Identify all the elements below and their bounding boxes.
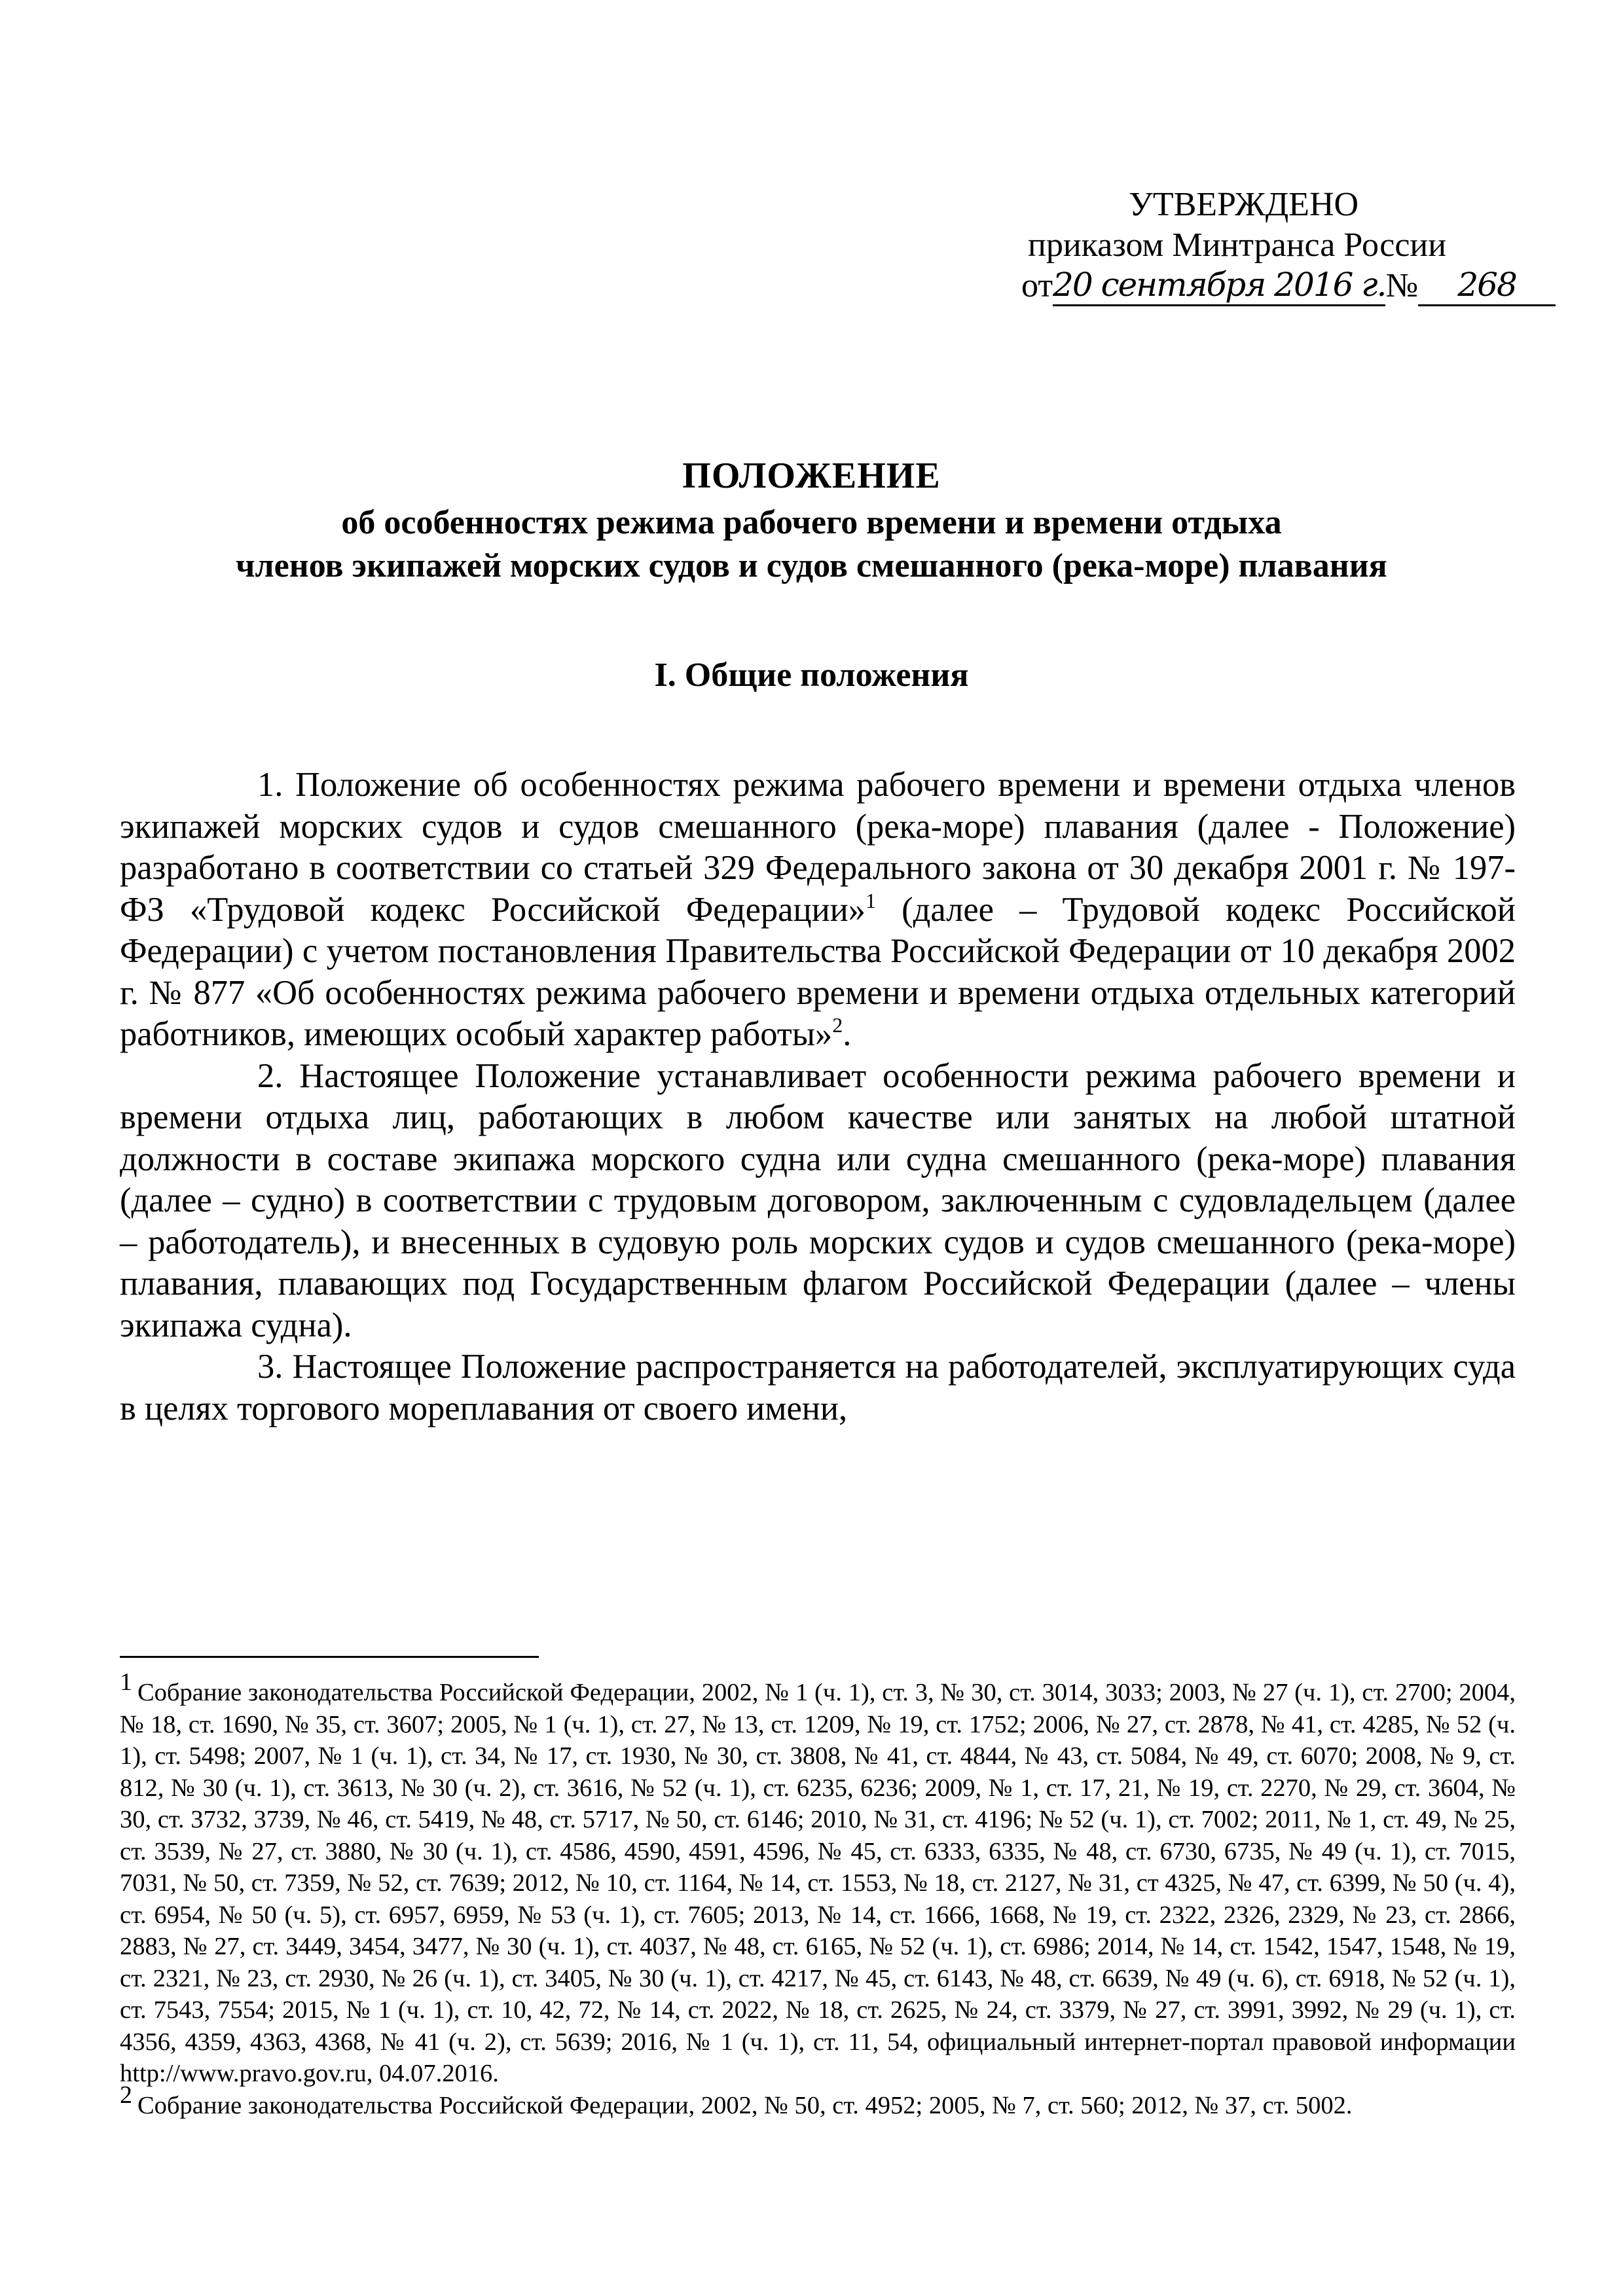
document-body (120, 764, 1516, 1429)
date-prefix: от (1021, 267, 1053, 304)
footnote-ref-1: 1 (866, 888, 877, 912)
document-subtitle-line-1: об особенностях режима рабочего времени и времени отдыха (341, 504, 1282, 541)
handwritten-date-field (1053, 266, 1385, 306)
footnote-2-text: Собрание законодательства Российской Федерации, 2002, № 50, ст. 4952; 2005, № 7, ст. 560; 2012, № 37, ст. 5002. (137, 2091, 1353, 2119)
document-subtitle-line-2: членов экипажей морских судов и судов смешанного (река-море) плавания (236, 547, 1387, 584)
handwritten-number-field (1418, 266, 1556, 306)
approval-date-line (1021, 266, 1519, 313)
approval-order-line: приказом Минтранса России (1028, 226, 1447, 264)
footnote-ref-2: 2 (832, 1013, 843, 1037)
approval-title: УТВЕРЖДЕНО (1129, 186, 1359, 223)
document-title-block (0, 450, 1623, 588)
footnotes (120, 1668, 1516, 2121)
document-title: ПОЛОЖЕНИЕ (682, 456, 941, 496)
paragraph-1-text-cont: (далее – Трудовой кодекс Российской Федерации) с учетом постановления Правительства Российской Федерации от 10 декабря 2002 г. № 877 «Об особенностях режима рабочего времени и времени отдыха отдельных категорий работников, имеющих особый характер работы» (120, 890, 1516, 1053)
footnote-2 (120, 2081, 1516, 2122)
footnote-separator (120, 1656, 539, 1658)
footnote-1-text: Собрание законодательства Российской Федерации, 2002, № 1 (ч. 1), ст. 3, № 30, ст. 3014, 3033; 2003, № 27 (ч. 1), ст. 2700; 2004, № 18, ст. 1690, № 35, ст. 3607; 2005, № 1 (ч. 1), ст. 27, № 13, ст. 1209, № 19, ст. 1752; 2006, № 27, ст. 2878, № 41, ст. 4285, № 52 (ч. 1), ст. 5498; 2007, № 1 (ч. 1), ст. 34, № 17, ст. 1930, № 30, ст. 3808, № 41, ст. 4844, № 43, ст. 5084, № 49, ст. 6070; 2008, № 9, ст. 812, № 30 (ч. 1), ст. 3613, № 30 (ч. 2), ст. 3616, № 52 (ч. 1), ст. 6235, 6236; 2009, № 1, ст. 17, 21, № 19, ст. 2270, № 29, ст. 3604, № 30, ст. 3732, 3739, № 46, ст. 5419, № 48, ст. 5717, № 50, ст. 6146; 2010, № 31, ст. 4196; № 52 (ч. 1), ст. 7002; 2011, № 1, ст. 49, № 25, ст. 3539, № 27, ст. 3880, № 30 (ч. 1), ст. 4586, 4590, 4591, 4596, № 45, ст. 6333, 6335, № 48, ст. 6730, 6735, № 49 (ч. 1), ст. 7015, 7031, № 50, ст. 7359, № 52, ст. 7639; 2012, № 10, ст. 1164, № 14, ст. 1553, № 18, ст. 2127, № 31, ст 4325, № 47, ст. 6399, № 50 (ч. 4), ст. 6954, № 50 (ч. 5), ст. 6957, 6959, № 53 (ч. 1), ст. 7605; 2013, № 14, ст. 1666, 1668, № 19, ст. 2322, 2326, 2329, № 23, ст. 2866, 2883, № 27, ст. 3449, 3454, 3477, № 30 (ч. 1), ст. 4037, № 48, ст. 6165, № 52 (ч. 1), ст. 6986; 2014, № 14, ст. 1542, 1547, 1548, № 19, ст. 2321, № 23, ст. 2930, № 26 (ч. 1), ст. 3405, № 30 (ч. 1), ст. 4217, № 45, ст. 6143, № 48, ст. 6639, № 49 (ч. 6), ст. 6918, № 52 (ч. 1), ст. 7543, 7554; 2015, № 1 (ч. 1), ст. 10, 42, 72, № 14, ст. 2022, № 18, ст. 2625, № 24, ст. 3379, № 27, ст. 3991, 3992, № 29 (ч. 1), ст. 4356, 4359, 4363, 4368, № 41 (ч. 2), ст. 5639; 2016, № 1 (ч. 1), ст. 11, 54, официальный интернет-портал правовой информации http://www.pravo.gov.ru, 04.07.2016. (120, 1679, 1516, 2087)
paragraph-1-end: . (843, 1015, 852, 1053)
paragraph-1-text: 1. Положение об особенностях режима рабочего времени и времени отдыха членов экипажей морских судов и судов смешанного (река-море) плавания (далее - Положение) разработано в соответствии со статьей 329 Федерального закона от 30 декабря 2001 г. № 197-ФЗ «Трудовой кодекс Российской Федерации» (120, 766, 1516, 929)
paragraph-2: 2. Настоящее Положение устанавливает особенности режима рабочего времени и времени отдыха лиц, работающих в любом качестве или занятых на любой штатной должности в составе экипажа морского судна или судна смешанного (река-море) плавания (далее – судно) в соответствии с трудовым договором, заключенным с судовладельцем (далее – работодатель), и внесенных в судовую роль морских судов и судов смешанного (река-море) плавания, плавающих под Государственным флагом Российской Федерации (далее – члены экипажа судна). (120, 1056, 1516, 1344)
handwritten-date: 20 сентября 2016 г. (1053, 266, 1386, 304)
footnote-2-mark: 2 (120, 2081, 132, 2109)
section-heading: I. Общие положения (654, 656, 969, 694)
footnote-1 (120, 1668, 1516, 2090)
approval-stamp-block (1021, 185, 1519, 313)
paragraph-1 (120, 764, 1516, 1056)
paragraph-3: 3. Настоящее Положение распространяется на работодателей, эксплуатирующих суда в целях торгового мореплавания от своего имени, (120, 1348, 1516, 1427)
footnote-1-mark: 1 (120, 1668, 132, 1696)
handwritten-number: 268 (1457, 266, 1516, 304)
number-label: № (1385, 267, 1419, 304)
